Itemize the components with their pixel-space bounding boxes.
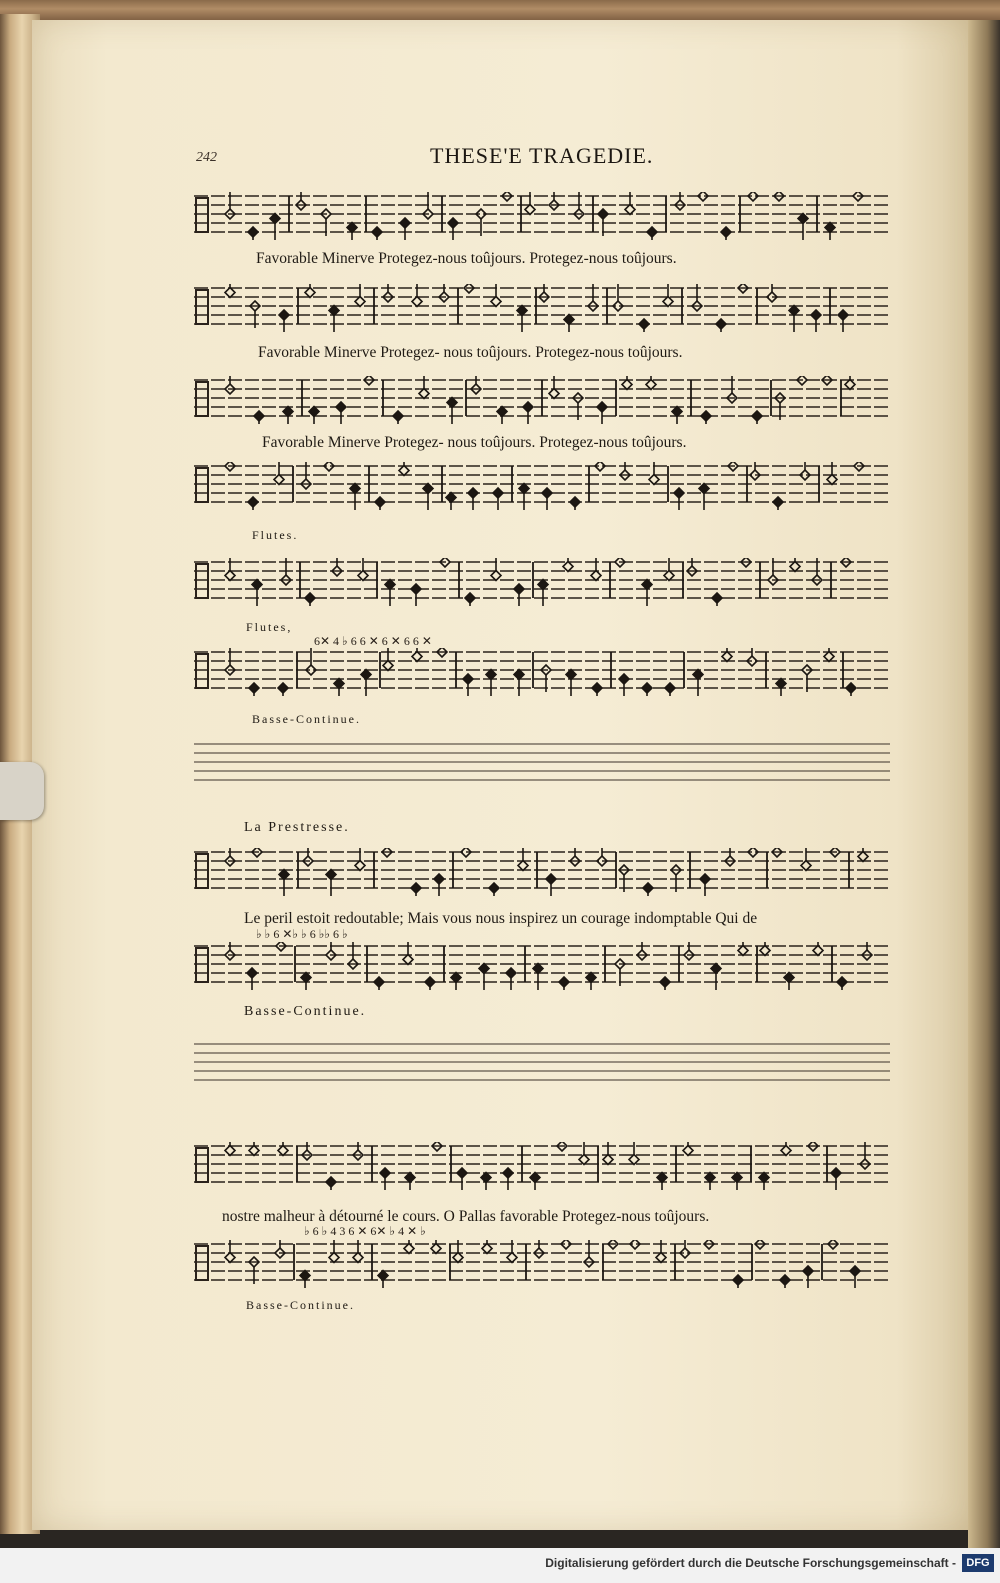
staff-12 xyxy=(194,1240,890,1280)
note-head xyxy=(225,288,235,298)
note-head xyxy=(350,484,360,494)
note-head xyxy=(279,870,289,880)
note-head xyxy=(380,1168,390,1178)
note-head xyxy=(563,562,573,572)
note-head xyxy=(642,683,652,693)
note-head xyxy=(722,652,732,662)
lyric-line-1: Favorable Minerve Protegez-nous toûjours. Protegez-nous toûjours. xyxy=(256,250,677,267)
note-head xyxy=(301,973,311,983)
note-head xyxy=(355,861,365,871)
note-head xyxy=(838,310,848,320)
note-head xyxy=(347,223,357,233)
note-head xyxy=(518,861,528,871)
note-head xyxy=(507,1253,517,1263)
note-head xyxy=(622,380,632,390)
note-head xyxy=(479,964,489,974)
note-head xyxy=(225,571,235,581)
figured-bass-3: ♭ 6 ♭ 4 3 6 ✕ 6✕ ♭ 4 ✕ ♭ xyxy=(304,1224,426,1238)
figured-bass-2: ♭ ♭ 6 ✕♭ ♭ 6 ♭♭ 6 ♭ xyxy=(256,927,348,941)
note-head xyxy=(693,670,703,680)
staff-6 xyxy=(194,648,890,688)
note-head xyxy=(598,209,608,219)
note-head xyxy=(597,402,607,412)
staff-1 xyxy=(194,192,890,232)
note-head xyxy=(790,562,800,572)
staff-7 xyxy=(194,740,890,780)
note-head xyxy=(781,1146,791,1156)
note-head xyxy=(278,1146,288,1156)
note-head xyxy=(559,977,569,987)
note-head xyxy=(372,227,382,237)
note-head xyxy=(657,1173,667,1183)
note-head xyxy=(423,484,433,494)
note-head xyxy=(412,297,422,307)
note-head xyxy=(431,1244,441,1254)
folio-number: 242 xyxy=(196,150,217,165)
note-head xyxy=(649,475,659,485)
note-head xyxy=(497,407,507,417)
note-head xyxy=(846,683,856,693)
note-head xyxy=(824,652,834,662)
note-head xyxy=(353,1253,363,1263)
note-head xyxy=(503,1168,513,1178)
clef-icon xyxy=(196,382,208,416)
note-head xyxy=(530,1173,540,1183)
note-head xyxy=(538,580,548,590)
note-head xyxy=(486,670,496,680)
note-head xyxy=(300,1271,310,1281)
note-head xyxy=(491,571,501,581)
note-head xyxy=(411,883,421,893)
note-head xyxy=(514,670,524,680)
note-head xyxy=(493,488,503,498)
lyric-prestresse: Le peril estoit redoutable; Mais vous nous inspirez un courage indomptable Qui de xyxy=(244,910,758,927)
note-head xyxy=(760,946,770,956)
note-head xyxy=(514,584,524,594)
note-head xyxy=(465,593,475,603)
note-head xyxy=(592,683,602,693)
note-head xyxy=(630,1240,640,1249)
dfg-logo: DFG xyxy=(962,1554,994,1572)
note-head xyxy=(278,683,288,693)
note-head xyxy=(451,973,461,983)
note-head xyxy=(813,946,823,956)
note-head xyxy=(721,227,731,237)
clef-icon xyxy=(196,290,208,324)
note-head xyxy=(254,411,264,421)
note-head xyxy=(629,1155,639,1165)
note-head xyxy=(716,319,726,329)
note-head xyxy=(355,297,365,307)
note-head xyxy=(705,1173,715,1183)
note-head xyxy=(619,674,629,684)
note-head xyxy=(425,977,435,987)
note-head xyxy=(748,848,758,857)
note-head xyxy=(683,1146,693,1156)
staff-2 xyxy=(194,284,890,324)
note-head xyxy=(448,218,458,228)
note-head xyxy=(566,670,576,680)
note-head xyxy=(674,488,684,498)
digitization-credit: Digitalisierung gefördert durch die Deutsche Forschungsgemeinschaft - xyxy=(545,1556,956,1570)
staff-8 xyxy=(194,848,890,888)
note-head xyxy=(570,497,580,507)
note-head xyxy=(752,411,762,421)
note-head xyxy=(489,883,499,893)
staff-10 xyxy=(194,1040,890,1080)
clef-icon xyxy=(196,948,208,982)
note-head xyxy=(283,407,293,417)
note-head xyxy=(748,192,758,201)
lyric-line-3: Favorable Minerve Protegez- nous toûjours. Protegez-nous toûjours. xyxy=(262,434,687,451)
lyric-line-2: Favorable Minerve Protegez- nous toûjours. Protegez-nous toûjours. xyxy=(258,344,683,361)
note-head xyxy=(533,964,543,974)
note-head xyxy=(334,679,344,689)
note-head xyxy=(561,1240,571,1249)
note-head xyxy=(279,310,289,320)
note-head xyxy=(412,652,422,662)
note-head xyxy=(542,488,552,498)
note-head xyxy=(419,389,429,399)
note-head xyxy=(564,315,574,325)
note-head xyxy=(225,1146,235,1156)
page-right-edge xyxy=(968,20,1000,1550)
note-head xyxy=(247,968,257,978)
note-head xyxy=(801,861,811,871)
note-head xyxy=(405,1173,415,1183)
note-head xyxy=(506,968,516,978)
note-head xyxy=(663,297,673,307)
clef-icon xyxy=(196,1246,208,1280)
note-head xyxy=(249,683,259,693)
note-head xyxy=(399,466,409,476)
note-head xyxy=(845,380,855,390)
note-head xyxy=(525,205,535,215)
note-head xyxy=(400,218,410,228)
note-head xyxy=(698,192,708,201)
note-head xyxy=(393,411,403,421)
note-head xyxy=(850,1266,860,1276)
clef-icon xyxy=(196,854,208,888)
note-head xyxy=(446,493,456,503)
note-head xyxy=(827,475,837,485)
note-head xyxy=(447,398,457,408)
note-head xyxy=(642,580,652,590)
part-label-basse-continue-3: Basse-Continue. xyxy=(246,1298,355,1312)
note-head xyxy=(329,1253,339,1263)
part-label-basse-continue-2: Basse-Continue. xyxy=(244,1004,367,1019)
note-head xyxy=(825,223,835,233)
note-head xyxy=(831,1168,841,1178)
note-head xyxy=(656,1253,666,1263)
note-head xyxy=(738,946,748,956)
note-head xyxy=(411,584,421,594)
note-head xyxy=(482,1244,492,1254)
note-head xyxy=(780,1275,790,1285)
note-head xyxy=(378,1271,388,1281)
note-head xyxy=(374,977,384,987)
note-head xyxy=(453,1253,463,1263)
note-head xyxy=(789,306,799,316)
note-head xyxy=(665,683,675,693)
note-head xyxy=(523,402,533,412)
note-head xyxy=(776,679,786,689)
note-head xyxy=(732,1173,742,1183)
note-head xyxy=(647,227,657,237)
clef-icon xyxy=(196,564,208,598)
note-head xyxy=(837,977,847,987)
note-head xyxy=(811,310,821,320)
note-head xyxy=(803,1266,813,1276)
note-head xyxy=(546,874,556,884)
note-head xyxy=(625,205,635,215)
note-head xyxy=(326,1177,336,1187)
note-head xyxy=(664,571,674,581)
staff-9 xyxy=(194,942,890,982)
note-head xyxy=(361,670,371,680)
staff-11 xyxy=(194,1142,890,1182)
note-head xyxy=(457,1168,467,1178)
part-label-basse-continue-1: Basse-Continue. xyxy=(252,712,361,726)
note-head xyxy=(699,484,709,494)
note-head xyxy=(225,1253,235,1263)
note-head xyxy=(491,297,501,307)
note-head xyxy=(672,407,682,417)
note-head xyxy=(326,870,336,880)
note-head xyxy=(463,674,473,684)
note-head xyxy=(858,852,868,862)
note-head xyxy=(701,411,711,421)
staff-3 xyxy=(194,376,890,416)
singer-label: La Prestresse. xyxy=(244,820,350,835)
note-head xyxy=(274,475,284,485)
note-head xyxy=(711,964,721,974)
note-head xyxy=(549,389,559,399)
note-head xyxy=(249,1146,259,1156)
note-head xyxy=(586,973,596,983)
note-head xyxy=(481,1173,491,1183)
clef-icon xyxy=(196,468,208,502)
note-head xyxy=(305,593,315,603)
note-head xyxy=(336,402,346,412)
note-head xyxy=(639,319,649,329)
figured-bass-1: 6✕ 4 ♭ 6 6 ✕ 6 ✕ 6 6 ✕ xyxy=(314,634,432,648)
note-head xyxy=(434,874,444,884)
clef-icon xyxy=(196,654,208,688)
note-head xyxy=(309,407,319,417)
note-head xyxy=(733,1275,743,1285)
note-head xyxy=(270,214,280,224)
note-head xyxy=(358,571,368,581)
note-head xyxy=(784,973,794,983)
note-head xyxy=(660,977,670,987)
note-head xyxy=(248,497,258,507)
note-head xyxy=(403,955,413,965)
lyric-line-final: nostre malheur à détourné le cours. O Pallas favorable Protegez-nous toûjours. xyxy=(222,1208,710,1225)
note-head xyxy=(517,306,527,316)
note-head xyxy=(385,580,395,590)
note-head xyxy=(646,380,656,390)
note-head xyxy=(468,488,478,498)
note-head xyxy=(519,484,529,494)
note-head xyxy=(712,593,722,603)
note-head xyxy=(252,580,262,590)
note-head xyxy=(579,1155,589,1165)
note-head xyxy=(773,497,783,507)
staff-5 xyxy=(194,558,890,598)
part-label-flutes-1: Flutes. xyxy=(252,528,299,542)
note-head xyxy=(798,214,808,224)
note-head xyxy=(595,462,605,471)
bookmark-tab xyxy=(0,762,44,820)
running-head: THESE'E TRAGEDIE. xyxy=(430,143,654,168)
note-head xyxy=(700,874,710,884)
note-head xyxy=(603,1155,613,1165)
note-head xyxy=(404,1244,414,1254)
note-head xyxy=(591,571,601,581)
note-head xyxy=(329,306,339,316)
part-label-flutes-2: Flutes, xyxy=(246,620,293,634)
staff-4 xyxy=(194,462,890,502)
note-head xyxy=(383,661,393,671)
note-head xyxy=(375,497,385,507)
clef-icon xyxy=(196,198,208,232)
clef-icon xyxy=(196,1148,208,1182)
note-head xyxy=(248,227,258,237)
book-cover-edge xyxy=(0,0,1000,22)
note-head xyxy=(305,288,315,298)
note-head xyxy=(759,1173,769,1183)
note-head xyxy=(643,883,653,893)
note-head xyxy=(324,462,334,471)
